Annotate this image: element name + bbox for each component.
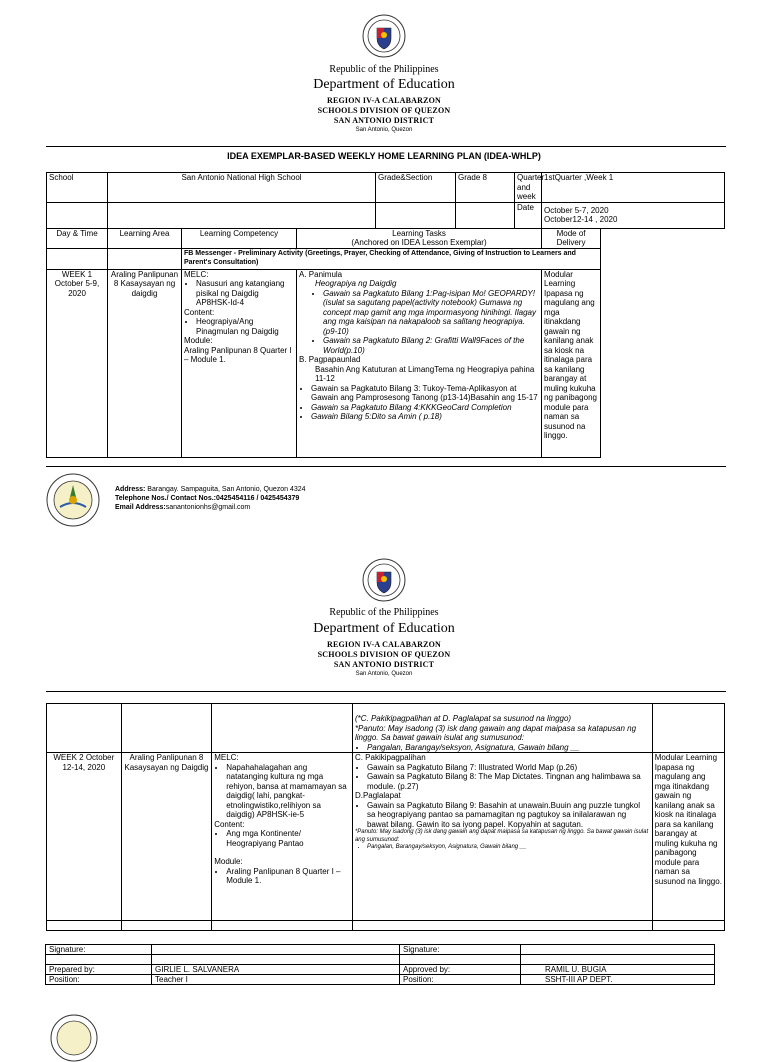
sig-label-left: Signature: bbox=[46, 945, 152, 955]
district-line: SAN ANTONIO DISTRICT bbox=[333, 116, 435, 125]
email-value: sanantonionhs@gmail.com bbox=[165, 504, 251, 511]
week1-day: WEEK 1 October 5-9, 2020 bbox=[47, 269, 108, 457]
republic-line-2: Republic of the Philippines bbox=[329, 607, 439, 618]
grade-value: Grade 8 bbox=[456, 173, 515, 203]
week1-task-5: • Gawain Bilang 5:Dito sa Amin ( p.18) bbox=[311, 412, 539, 422]
week2-task-8: • Gawain sa Pagkatuto Bilang 8: The Map Dictates. Tingnan ang halimbawa sa module. (p.27) bbox=[367, 772, 650, 791]
week1-task-1: • Gawain sa Pagkatuto Bilang 1:Pag-isipan Mo! GEOPARDY! (isulat sa sagutang papel(activity notebook) Gumawa ng concept map gamit ang mga impormasyong hinihingi. Ilagay ang mga kaisipan na nakapaloob sa salitang heograpiya. (p9-10) bbox=[323, 289, 539, 337]
week2-task-9: • Gawain sa Pagkatuto Bilang 9: Basahin at unawain.Buuin ang puzzle tungkol sa heograpiyang pantao sa pamamagitan ng pagtukoy sa inilalarawan ng bawat bilang. Gawin ito sa iyong papel. Kopyahin at sagutan. bbox=[367, 801, 650, 830]
week1-task-2: • Gawain sa Pagkatuto Bilang 2: Grafitti Wall9Faces of the World(p.10) bbox=[323, 336, 539, 355]
approved-label: Approved by: bbox=[400, 965, 521, 975]
department-line-2: Department of Education bbox=[313, 621, 455, 636]
week1-module-label: Module: bbox=[184, 336, 213, 345]
week2-melc-label: MELC: bbox=[214, 753, 239, 762]
week2-content-label: Content: bbox=[214, 819, 245, 829]
weekly-plan-table-2 bbox=[46, 703, 725, 931]
footer-rule bbox=[46, 466, 726, 467]
week1-module-text: Araling Panlipunan 8 Quarter I – Module 1. bbox=[184, 345, 292, 364]
week2-section-d: D.Paglalapat bbox=[354, 791, 401, 800]
quarter-value: 1stQuarter ,Week 1 bbox=[542, 173, 725, 203]
week1-task-4: • Gawain sa Pagkatuto Bilang 4:KKKGeoCard Completion bbox=[311, 403, 539, 413]
town-line: San Antonio, Quezon bbox=[355, 127, 413, 133]
col-competency: Learning Competency bbox=[182, 228, 297, 248]
sig-label-right: Signature: bbox=[400, 945, 521, 955]
week1-task-3: • Gawain sa Pagkatuto Bilang 3: Tukoy-Tema-Aplikasyon at Gawain ang Pamprosesong Tanong (p13-14)Basahin ang 15-17 bbox=[311, 384, 539, 403]
week2-module-item: • Araling Panlipunan 8 Quarter I – Module 1. bbox=[226, 867, 350, 886]
region-line: REGION IV-A CALABARZON bbox=[326, 96, 442, 105]
fb-messenger-row: FB Messenger - Preliminary Activity (Greetings, Prayer, Checking of Attendance, Giving of Instruction to Learners and Parent's Consultation) bbox=[182, 248, 601, 269]
doc-title: IDEA EXEMPLAR-BASED WEEKLY HOME LEARNING PLAN (IDEA-WHLP) bbox=[227, 151, 541, 161]
week2-carry-2: *Panuto: May isadong (3) isk dang gawain ang dapat maipasa sa katapusan ng linggo. Sa bawat gawain isulat ang sumusunod: bbox=[354, 723, 637, 742]
week2-delivery: Modular Learning Ipapasa ng magulang ang mga itinakdang gawain ng kanilang anak sa kiosk na itinalaga para sa kanilang barangay at muling kukuha ng panibagong module para naman sa susunod na linggo. bbox=[652, 753, 724, 921]
col-day-time: Day & Time bbox=[47, 228, 108, 248]
deped-seal-icon bbox=[362, 14, 406, 58]
col-tasks-anchor: (Anchored on IDEA Lesson Exemplar) bbox=[351, 238, 487, 247]
division-line: SCHOOLS DIVISION OF QUEZON bbox=[317, 106, 451, 115]
week2-day: WEEK 2 October 12-14, 2020 bbox=[47, 753, 122, 921]
region-line-2: REGION IV-A CALABARZON bbox=[326, 640, 442, 649]
week2-melc-item: • Napahahalagahan ang natatanging kultura ng mga rehiyon, bansa at mamamayan sa daigdig( lahi, pangkat-etnolingwistiko,relihiyon sa daigdig) AP8HSK-ie-5 bbox=[226, 763, 350, 820]
week2-panuto-item: • Pangalan, Barangay/seksyon, Asignatura, Gawain bilang __ bbox=[367, 844, 650, 852]
school-value: San Antonio National High School bbox=[108, 173, 376, 203]
header-rule bbox=[46, 146, 726, 147]
school-seal-icon-partial bbox=[50, 1014, 98, 1062]
week1-delivery: Modular Learning Ipapasa ng magulang ang mga itinakdang gawain ng kanilang anak sa kiosk na itinalaga para sa kanilang barangay at muling kukuha ng panibagong module para naman sa susunod na linggo. bbox=[542, 269, 601, 457]
position-label-right: Position: bbox=[400, 975, 521, 985]
school-seal-icon bbox=[46, 473, 100, 527]
email-label: Email Address: bbox=[115, 504, 166, 511]
week1-area: Araling Panlipunan 8 Kasaysayan ng daigdig bbox=[108, 269, 182, 457]
header-rule-2 bbox=[46, 691, 726, 692]
col-learning-area: Learning Area bbox=[108, 228, 182, 248]
grade-label: Grade&Section bbox=[376, 173, 456, 203]
department-line: Department of Education bbox=[313, 77, 455, 92]
week1-section-a: A. Panimula bbox=[299, 269, 343, 279]
date-value-1: October 5-7, 2020 bbox=[544, 205, 609, 215]
republic-line: Republic of the Philippines bbox=[329, 64, 439, 75]
district-line-2: SAN ANTONIO DISTRICT bbox=[333, 660, 435, 669]
week2-carry-1: (*C. Pakikipagpalihan at D. Paglalapat sa susunod na linggo) bbox=[354, 714, 572, 723]
week2-carry-3: • Pangalan, Barangay/seksyon, Asignatura, Gawain bilang __ bbox=[367, 743, 650, 753]
week2-content-item: • Ang mga Kontinente/ Heograpiyang Pantao bbox=[226, 829, 350, 848]
weekly-plan-table-1 bbox=[46, 172, 725, 458]
week2-module-label: Module: bbox=[214, 857, 243, 866]
phone-label: Telephone Nos./ Contact Nos.: bbox=[115, 495, 216, 502]
week2-area: Araling Panlipunan 8 Kasaysayan ng Daigdig bbox=[121, 753, 212, 921]
quarter-label: Quarter and week bbox=[515, 173, 542, 203]
week1-section-a-sub: Heograpiya ng Daigdig bbox=[315, 279, 397, 288]
town-line-2: San Antonio, Quezon bbox=[355, 671, 413, 677]
division-line-2: SCHOOLS DIVISION OF QUEZON bbox=[317, 650, 451, 659]
col-tasks: Learning Tasks bbox=[392, 228, 446, 238]
signature-table bbox=[45, 944, 715, 985]
prepared-value: GIRLIE L. SALVANERA bbox=[152, 965, 400, 975]
deped-seal-icon-2 bbox=[362, 558, 406, 602]
position-label-left: Position: bbox=[46, 975, 152, 985]
week2-section-c: C. Pakikipagpalihan bbox=[354, 753, 426, 762]
week2-panuto: *Panuto: May isadong (3) isk dang gawain ang dapat maipasa sa katapusan ng linggo. Sa bawat gawain isulat ang sumusunod: bbox=[354, 829, 649, 843]
approved-position: SSHT-III AP DEPT. bbox=[521, 975, 715, 985]
prepared-label: Prepared by: bbox=[46, 965, 152, 975]
week1-content-item: • Heograpiya/Ang Pinagmulan ng Daigdig bbox=[196, 317, 294, 336]
week2-task-7: • Gawain sa Pagkatuto Bilang 7: Illustrated World Map (p.26) bbox=[367, 763, 650, 773]
date-value-2: October12-14 , 2020 bbox=[544, 215, 618, 224]
prepared-position: Teacher I bbox=[152, 975, 400, 985]
date-label: Date bbox=[515, 202, 542, 228]
week1-content-label: Content: bbox=[184, 307, 215, 317]
school-label: School bbox=[47, 173, 108, 203]
approved-value: RAMIL U. BUGIA bbox=[521, 965, 715, 975]
week1-section-b-text: Basahin Ang Katuturan at LimangTema ng Heograpiya pahina 11-12 bbox=[315, 364, 535, 383]
col-delivery: Mode of Delivery bbox=[542, 228, 601, 248]
address-label: Address: bbox=[115, 486, 146, 493]
week1-melc-item: • Nasusuri ang katangiang pisikal ng Daigdig AP8HSK-Id-4 bbox=[196, 279, 294, 308]
week1-melc-label: MELC: bbox=[184, 269, 209, 279]
week1-section-b: B. Pagpapaunlad bbox=[299, 355, 361, 364]
phone-value: 0425454116 / 0425454379 bbox=[216, 495, 300, 502]
address-value: Barangay. Sampaguita, San Antonio, Quezon 4324 bbox=[147, 486, 306, 493]
